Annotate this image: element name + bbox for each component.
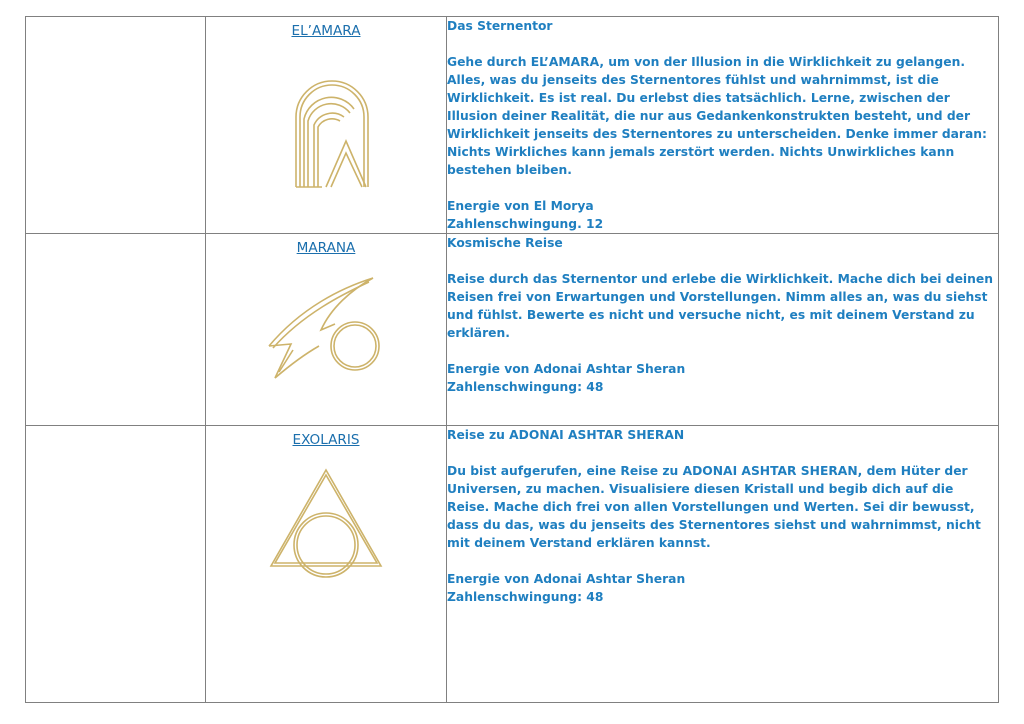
- symbol-title: EXOLARIS: [292, 432, 360, 448]
- description-cell: [447, 426, 999, 703]
- blank-cell: [26, 234, 206, 426]
- blank-cell: [26, 426, 206, 703]
- description-paragraph: Reise durch das Sternentor und erlebe die Wirklichkeit. Mache dich bei deinen Reisen frei von Erwartungen und Vorstellungen. Nimm alles an, was du siehst und fühlst. Bewerte es nicht und versuche nicht, es mit deinem Verstand zu erklären.: [447, 272, 993, 340]
- energy-line: Energie von Adonai Ashtar Sheran: [447, 362, 686, 376]
- section-heading: Das Sternentor: [447, 19, 553, 33]
- table-row: [26, 426, 999, 703]
- wing-circle-icon: [261, 268, 391, 388]
- number-vibration: Zahlenschwingung. 12: [447, 217, 604, 231]
- number-vibration: Zahlenschwingung: 48: [447, 380, 604, 394]
- description-paragraph: Gehe durch EL’AMARA, um von der Illusion in die Wirklichkeit zu gelangen. Alles, was du jenseits des Sternentores fühlst und wahrnimmst, ist die Wirklichkeit. Es ist real. Du erlebst dies tatsächlich. Lerne, zwischen der Illusion deiner Realität, die nur aus Gedankenkonstrukten besteht, und der Wirklichkeit jenseits des Sternentores zu unterscheiden. Denke immer daran: Nichts Wirkliches kann jemals zerstört werden. Nichts Unwirkliches kann bestehen bleiben.: [447, 55, 987, 177]
- section-heading: Reise zu ADONAI ASHTAR SHERAN: [447, 428, 685, 442]
- table-row: [26, 234, 999, 426]
- symbol-title: EL’AMARA: [291, 23, 361, 39]
- description-cell: [447, 17, 999, 234]
- description-paragraph: Du bist aufgerufen, eine Reise zu ADONAI ASHTAR SHERAN, dem Hüter der Universen, zu machen. Visualisiere diesen Kristall und begib dich auf die Reise. Mache dich frei von allen Vorstellungen und Werten. Sei dir bewusst, dass du das, was du jenseits des Sternentores siehst und wahrnimmst, nicht mit deinem Verstand erklären kannst.: [447, 464, 981, 550]
- energy-line: Energie von Adonai Ashtar Sheran: [447, 572, 686, 586]
- blank-cell: [26, 17, 206, 234]
- table-row: [26, 17, 999, 234]
- symbol-cell: [206, 17, 447, 234]
- symbol-cell: [206, 426, 447, 703]
- section-heading: Kosmische Reise: [447, 236, 563, 250]
- symbol-title: MARANA: [296, 240, 356, 256]
- symbol-table: [25, 16, 999, 703]
- energy-line: Energie von El Morya: [447, 199, 594, 213]
- description-cell: [447, 234, 999, 426]
- symbol-cell: [206, 234, 447, 426]
- triangle-circle-icon: [261, 464, 391, 584]
- arch-gate-icon: [266, 57, 386, 207]
- number-vibration: Zahlenschwingung: 48: [447, 590, 604, 604]
